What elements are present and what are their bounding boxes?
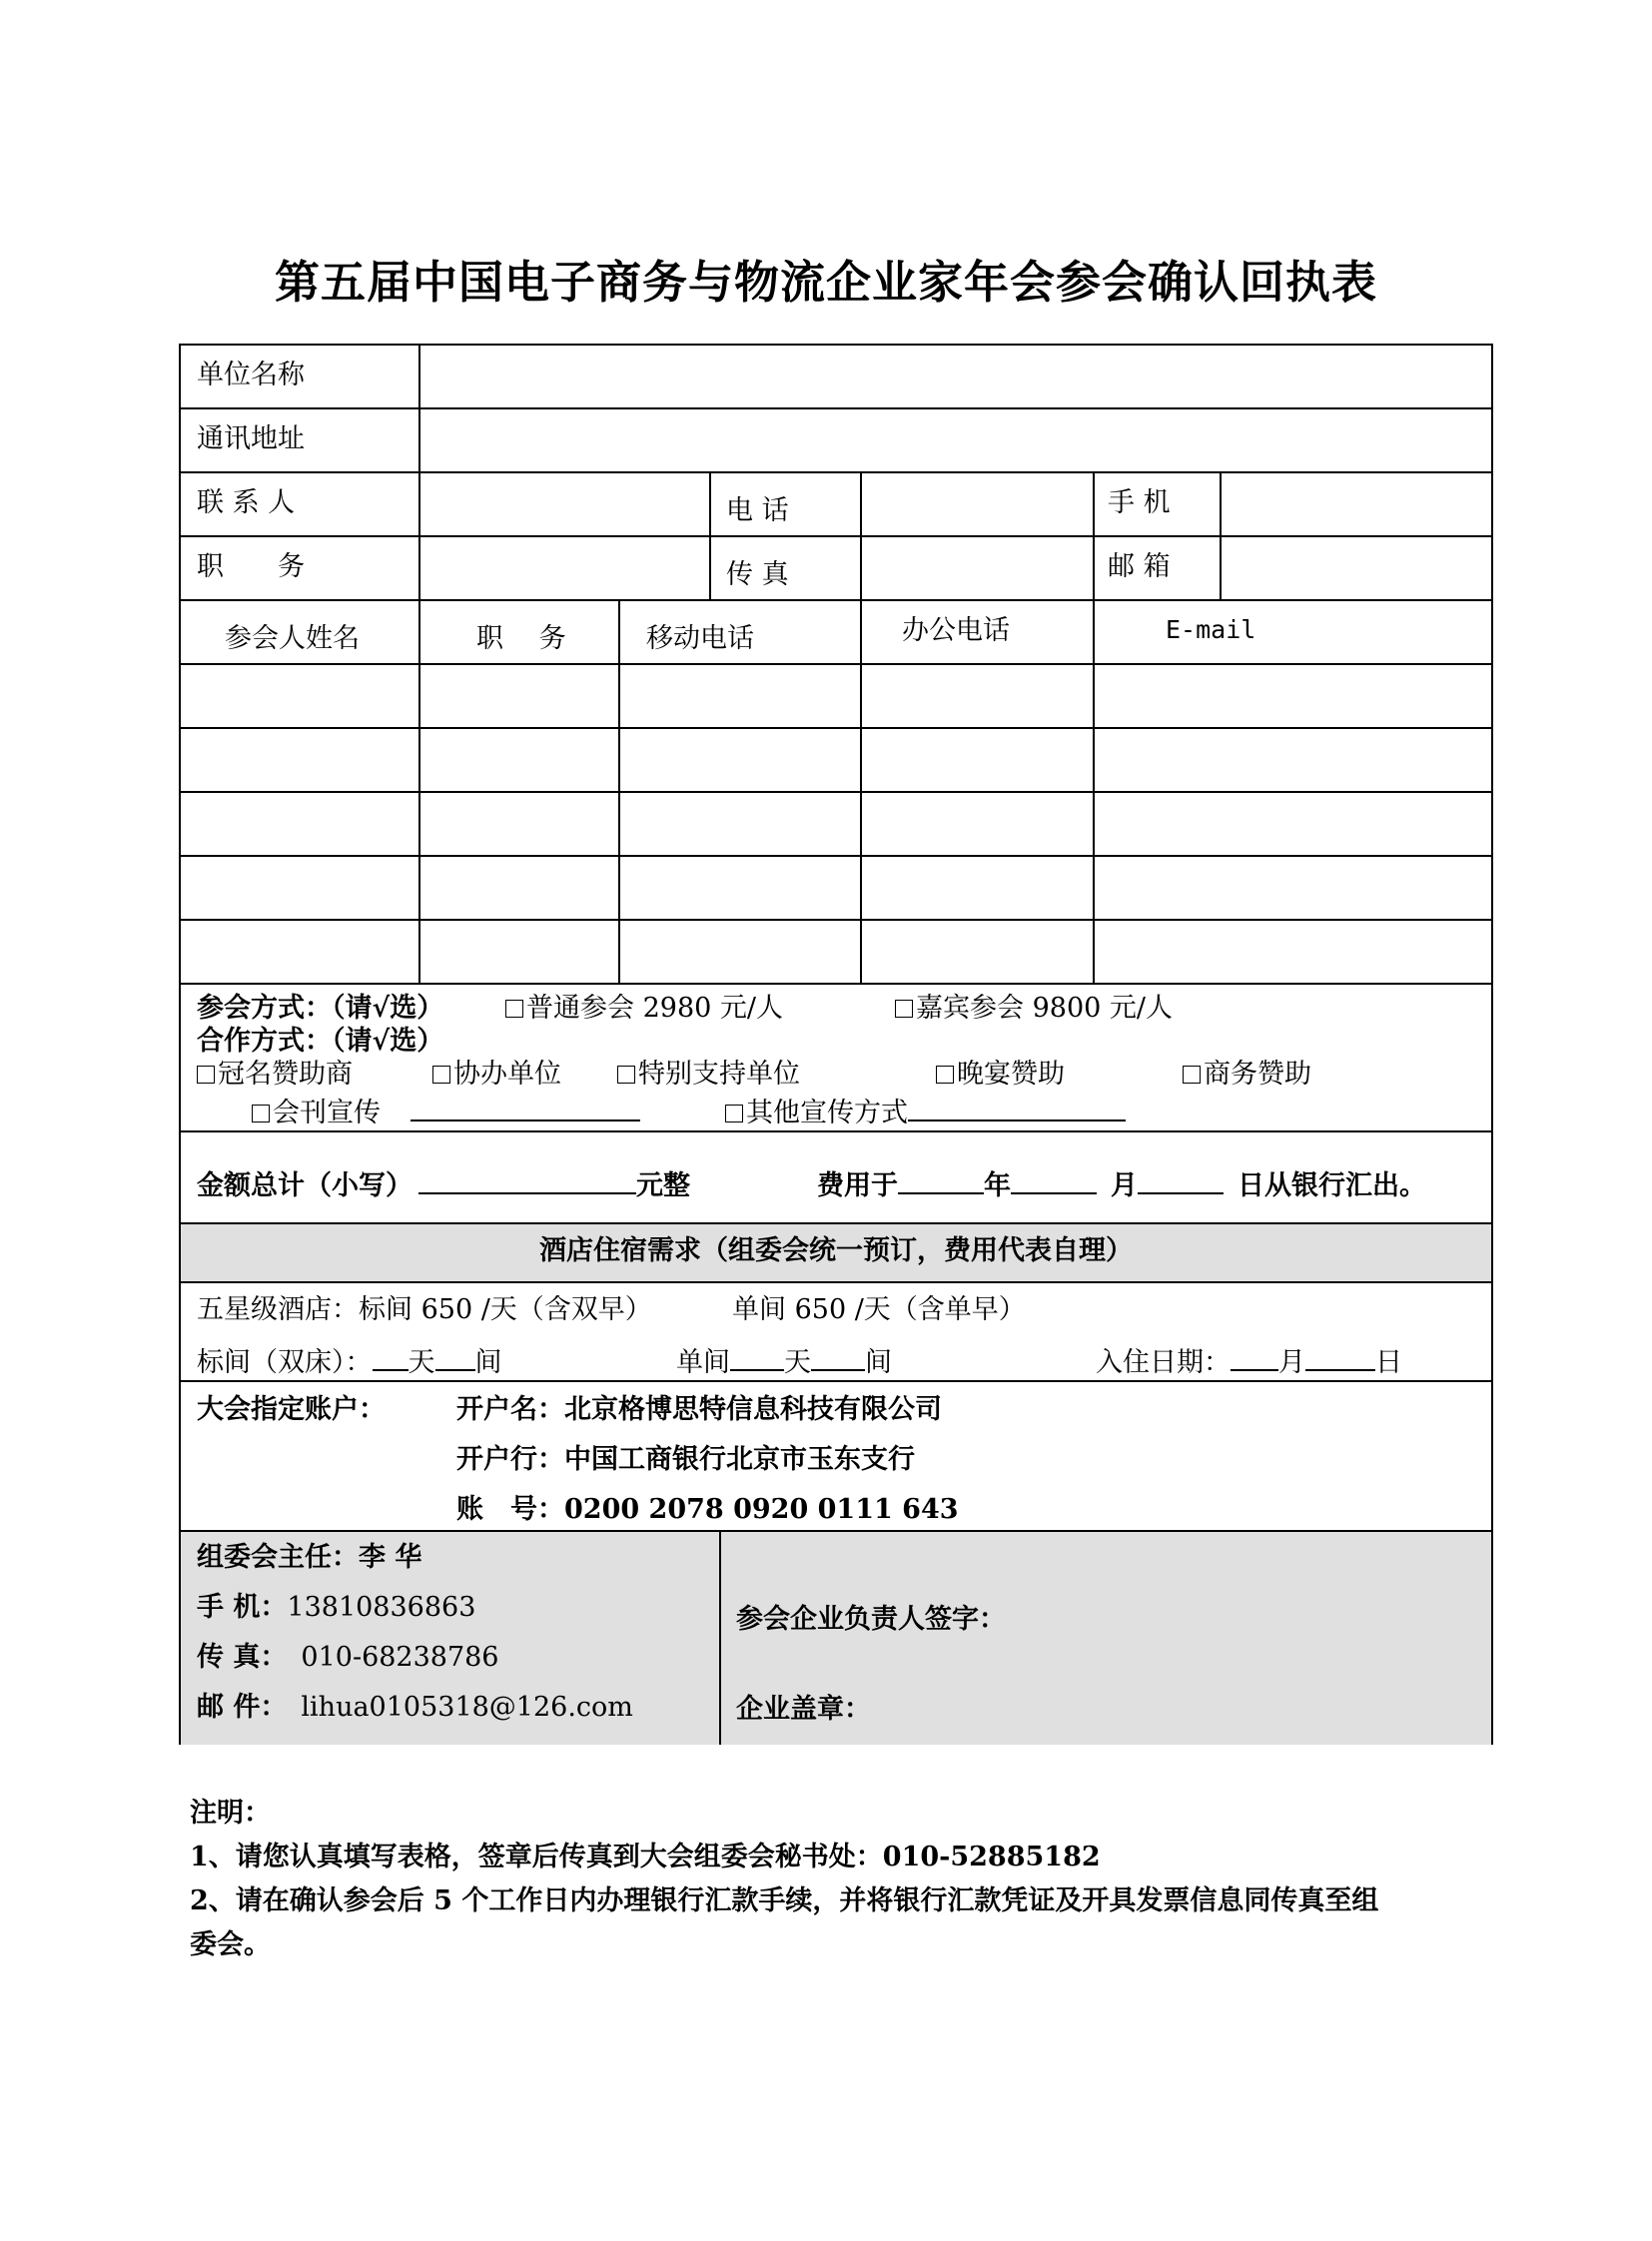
row-divider [181, 983, 1491, 985]
other-blank[interactable] [908, 1092, 1126, 1121]
row-divider [181, 1281, 1491, 1283]
form-title: 第五届中国电子商务与物流企业家年会参会确认回执表 [274, 256, 1377, 309]
cooperation-option-co-organizer[interactable]: 协办单位 [432, 1059, 561, 1091]
col-divider [618, 599, 620, 983]
committee-email: 邮 件： lihua0105318@126.com [197, 1692, 633, 1723]
checkbox-icon[interactable] [432, 1066, 450, 1084]
row-divider [181, 1530, 1491, 1532]
account-bank: 开户行：中国工商银行北京市玉东支行 [456, 1444, 915, 1475]
company-seal-label: 企业盖章： [736, 1694, 871, 1725]
hotel-checkin: 入住日期： 月 日 [1096, 1341, 1402, 1379]
checkbox-icon[interactable] [936, 1066, 954, 1084]
col-divider [719, 1530, 721, 1745]
amount-row: 金额总计（小写） 元整 [197, 1164, 690, 1202]
single-days-blank[interactable] [730, 1341, 784, 1371]
hotel-line-1a: 五星级酒店：标间 650 /天（含双早） [197, 1294, 652, 1325]
col-divider [860, 471, 862, 983]
account-label: 大会指定账户： [197, 1394, 386, 1425]
row-divider [181, 471, 1491, 473]
attendee-office-phone-header: 办公电话 [902, 615, 1010, 646]
contact-label: 联 系 人 [197, 487, 296, 518]
cooperation-option-journal[interactable]: 会刊宣传 [252, 1092, 640, 1129]
journal-blank[interactable] [411, 1092, 640, 1121]
participation-option-regular[interactable]: 普通参会 2980 元/人 [505, 993, 783, 1025]
account-name: 开户名：北京格博思特信息科技有限公司 [456, 1394, 942, 1425]
attendee-name-header: 参会人姓名 [225, 623, 360, 654]
attendee-position-header: 职 务 [476, 623, 566, 654]
checkbox-icon[interactable] [505, 1000, 523, 1018]
checkbox-icon[interactable] [725, 1105, 743, 1122]
hotel-line-1b: 单间 650 /天（含单早） [732, 1294, 1026, 1325]
day-blank[interactable] [1138, 1164, 1224, 1194]
year-blank[interactable] [898, 1164, 984, 1194]
row-divider [181, 727, 1491, 729]
cooperation-option-banquet[interactable]: 晚宴赞助 [936, 1059, 1065, 1091]
committee-mobile: 手 机：13810836863 [197, 1592, 476, 1623]
leader-signature-label: 参会企业负责人签字： [736, 1604, 1006, 1635]
position-label: 职 务 [197, 551, 305, 582]
col-divider [418, 346, 420, 983]
cooperation-option-special-support[interactable]: 特别支持单位 [617, 1059, 800, 1091]
participation-option-vip[interactable]: 嘉宾参会 9800 元/人 [895, 993, 1173, 1025]
single-rooms-blank[interactable] [811, 1341, 865, 1371]
standard-days-blank[interactable] [373, 1341, 409, 1371]
participation-label: 参会方式：（请√选） [197, 993, 444, 1024]
row-divider [181, 1380, 1491, 1382]
hotel-single-room: 单间 天 间 [676, 1341, 892, 1379]
note-item-2: 2、请在确认参会后 5 个工作日内办理银行汇款手续，并将银行汇款凭证及开具发票信息同传真至组 [190, 1885, 1379, 1916]
cooperation-label: 合作方式：（请√选） [197, 1026, 444, 1057]
payment-date-row: 费用于 年 月 日从银行汇出。 [817, 1164, 1426, 1202]
row-divider [181, 855, 1491, 857]
checkbox-icon[interactable] [252, 1105, 270, 1122]
standard-rooms-blank[interactable] [435, 1341, 475, 1371]
col-divider [1093, 471, 1095, 983]
cooperation-option-title-sponsor[interactable]: 冠名赞助商 [197, 1059, 353, 1091]
hotel-header: 酒店住宿需求（组委会统一预订，费用代表自理） [539, 1235, 1133, 1266]
hotel-standard-room: 标间（双床）： 天 间 [197, 1341, 502, 1379]
row-divider [181, 599, 1491, 601]
committee-director: 组委会主任：李 华 [197, 1542, 422, 1573]
row-divider [181, 1222, 1491, 1224]
registration-form [179, 344, 1493, 1745]
row-divider [181, 535, 1491, 537]
checkbox-icon[interactable] [895, 1000, 913, 1018]
fax-label: 传 真 [726, 559, 789, 590]
cooperation-option-other[interactable]: 其他宣传方式 [725, 1092, 1126, 1129]
row-divider [181, 663, 1491, 665]
note-item-2-cont: 委会。 [190, 1929, 271, 1960]
month-blank[interactable] [1011, 1164, 1097, 1194]
amount-blank[interactable] [418, 1164, 636, 1194]
unit-name-label: 单位名称 [197, 360, 305, 390]
row-divider [181, 1130, 1491, 1132]
row-divider [181, 791, 1491, 793]
committee-fax: 传 真： 010-68238786 [197, 1642, 499, 1673]
account-number: 账 号：0200 2078 0920 0111 643 [456, 1494, 959, 1525]
attendee-email-header: E-mail [1166, 615, 1256, 644]
checkin-day-blank[interactable] [1305, 1341, 1375, 1371]
col-divider [1220, 471, 1222, 599]
checkbox-icon[interactable] [1183, 1066, 1201, 1084]
checkbox-icon[interactable] [197, 1066, 215, 1084]
checkin-month-blank[interactable] [1231, 1341, 1278, 1371]
cooperation-option-business[interactable]: 商务赞助 [1183, 1059, 1311, 1091]
address-label: 通讯地址 [197, 423, 305, 454]
phone-label: 电 话 [726, 495, 789, 526]
email-label: 邮 箱 [1108, 551, 1171, 582]
checkbox-icon[interactable] [617, 1066, 635, 1084]
note-item-1: 1、请您认真填写表格，签章后传真到大会组委会秘书处：010-52885182 [190, 1842, 1101, 1872]
row-divider [181, 919, 1491, 921]
col-divider [709, 471, 711, 599]
attendee-mobile-header: 移动电话 [646, 623, 754, 654]
mobile-label: 手 机 [1108, 487, 1171, 518]
row-divider [181, 407, 1491, 409]
notes-title: 注明： [190, 1798, 271, 1829]
